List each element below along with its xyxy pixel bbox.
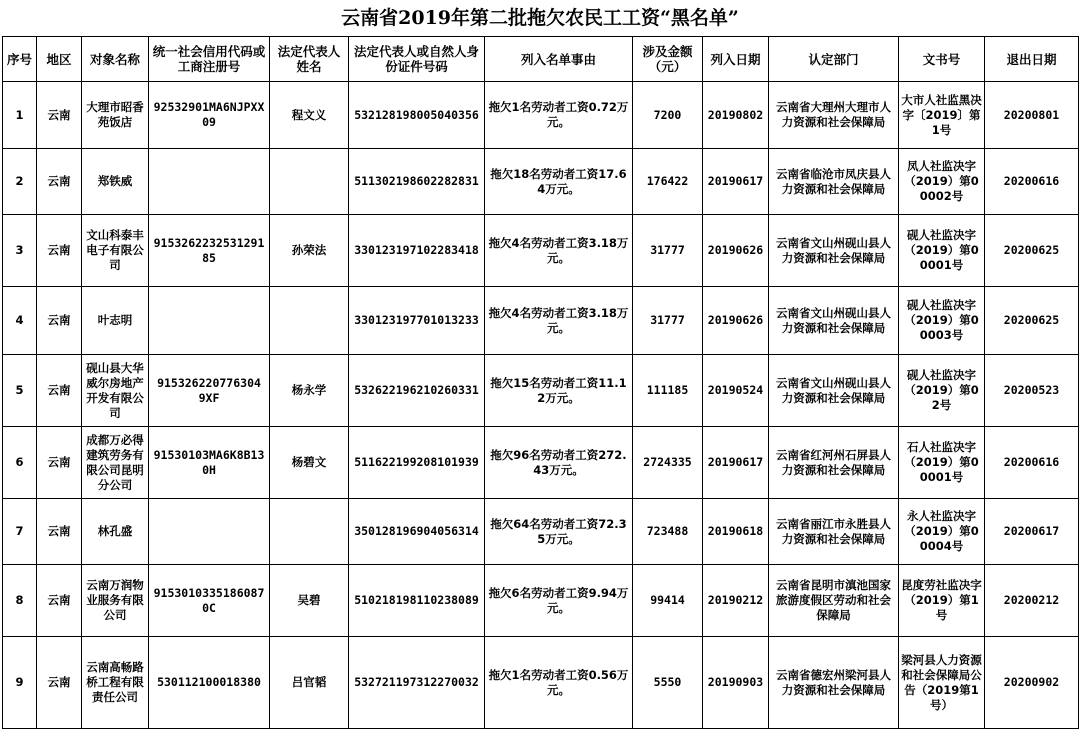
col-header-exit-date: 退出日期 (985, 37, 1079, 82)
header-row (3, 37, 1079, 82)
cell-list-date: 20190617 (703, 149, 769, 215)
cell-department: 云南省红河州石屏县人力资源和社会保障局 (769, 427, 899, 499)
cell-department: 云南省丽江市永胜县人力资源和社会保障局 (769, 499, 899, 565)
cell-legal-rep (270, 499, 349, 565)
cell-list-date: 20190626 (703, 215, 769, 287)
cell-legal-rep: 杨碧文 (270, 427, 349, 499)
cell-amount: 7200 (633, 82, 703, 149)
cell-legal-rep: 程文义 (270, 82, 349, 149)
table-row (3, 499, 1079, 565)
cell-amount: 176422 (633, 149, 703, 215)
cell-reason: 拖欠15名劳动者工资11.12万元。 (485, 355, 633, 427)
cell-legal-rep: 杨永学 (270, 355, 349, 427)
cell-reason: 拖欠96名劳动者工资272.43万元。 (485, 427, 633, 499)
cell-list-date: 20190524 (703, 355, 769, 427)
col-header-reason: 列入名单事由 (485, 37, 633, 82)
cell-list-date: 20190618 (703, 499, 769, 565)
cell-department: 云南省文山州砚山县人力资源和社会保障局 (769, 215, 899, 287)
cell-amount: 723488 (633, 499, 703, 565)
cell-no: 4 (3, 287, 37, 355)
cell-id-no: 350128196904056314 (349, 499, 485, 565)
cell-region: 云南 (37, 215, 82, 287)
cell-credit-code: 915326220776304 9XF (149, 355, 270, 427)
cell-credit-code: 91530103MA6K8B130H (149, 427, 270, 499)
cell-region: 云南 (37, 287, 82, 355)
cell-doc-no: 石人社监决字（2019）第00001号 (899, 427, 985, 499)
cell-id-no: 532721197312270032 (349, 637, 485, 729)
cell-reason: 拖欠4名劳动者工资3.18万元。 (485, 287, 633, 355)
cell-reason: 拖欠1名劳动者工资0.72万元。 (485, 82, 633, 149)
cell-no: 1 (3, 82, 37, 149)
cell-exit-date: 20200625 (985, 215, 1079, 287)
cell-doc-no: 昆度劳社监决字（2019）第1号 (899, 565, 985, 637)
cell-credit-code (149, 149, 270, 215)
table-row (3, 215, 1079, 287)
col-header-id-no: 法定代表人或自然人身份证件号码 (349, 37, 485, 82)
cell-reason: 拖欠4名劳动者工资3.18万元。 (485, 215, 633, 287)
cell-legal-rep: 吴碧 (270, 565, 349, 637)
cell-reason: 拖欠18名劳动者工资17.64万元。 (485, 149, 633, 215)
cell-exit-date: 20200902 (985, 637, 1079, 729)
cell-name: 成都万必得建筑劳务有限公司昆明分公司 (82, 427, 149, 499)
cell-amount: 5550 (633, 637, 703, 729)
cell-name: 云南万润物业服务有限公司 (82, 565, 149, 637)
cell-amount: 2724335 (633, 427, 703, 499)
cell-name: 叶志明 (82, 287, 149, 355)
cell-region: 云南 (37, 149, 82, 215)
cell-amount: 99414 (633, 565, 703, 637)
table-row (3, 149, 1079, 215)
table-row (3, 565, 1079, 637)
cell-list-date: 20190802 (703, 82, 769, 149)
col-header-name: 对象名称 (82, 37, 149, 82)
cell-name: 大理市昭香苑饭店 (82, 82, 149, 149)
table-row (3, 427, 1079, 499)
cell-exit-date: 20200523 (985, 355, 1079, 427)
cell-exit-date: 20200212 (985, 565, 1079, 637)
cell-department: 云南省大理州大理市人力资源和社会保障局 (769, 82, 899, 149)
cell-region: 云南 (37, 355, 82, 427)
table-row (3, 637, 1079, 729)
col-header-amount: 涉及金额（元） (633, 37, 703, 82)
cell-id-no: 510218198110238089 (349, 565, 485, 637)
cell-name: 郑铁威 (82, 149, 149, 215)
cell-name: 砚山县大华威尔房地产开发有限公司 (82, 355, 149, 427)
cell-doc-no: 砚人社监决字（2019）第00003号 (899, 287, 985, 355)
cell-region: 云南 (37, 427, 82, 499)
cell-id-no: 330123197102283418 (349, 215, 485, 287)
col-header-region: 地区 (37, 37, 82, 82)
cell-credit-code (149, 287, 270, 355)
col-header-credit-code: 统一社会信用代码或工商注册号 (149, 37, 270, 82)
cell-id-no: 511302198602282831 (349, 149, 485, 215)
col-header-list-date: 列入日期 (703, 37, 769, 82)
cell-id-no: 532128198005040356 (349, 82, 485, 149)
cell-doc-no: 大市人社监黑决字〔2019〕第1号 (899, 82, 985, 149)
col-header-legal-rep: 法定代表人姓名 (270, 37, 349, 82)
cell-exit-date: 20200616 (985, 149, 1079, 215)
cell-credit-code: 915326223253129185 (149, 215, 270, 287)
col-header-doc-no: 文书号 (899, 37, 985, 82)
cell-reason: 拖欠6名劳动者工资9.94万元。 (485, 565, 633, 637)
cell-no: 8 (3, 565, 37, 637)
cell-id-no: 532622196210260331 (349, 355, 485, 427)
cell-legal-rep: 吕官韬 (270, 637, 349, 729)
cell-amount: 31777 (633, 287, 703, 355)
cell-name: 林孔盛 (82, 499, 149, 565)
cell-credit-code: 530112100018380 (149, 637, 270, 729)
cell-reason: 拖欠64名劳动者工资72.35万元。 (485, 499, 633, 565)
table-row (3, 287, 1079, 355)
cell-department: 云南省文山州砚山县人力资源和社会保障局 (769, 355, 899, 427)
cell-credit-code (149, 499, 270, 565)
page-title: 云南省2019年第二批拖欠农民工工资“黑名单” (341, 7, 739, 29)
cell-list-date: 20190212 (703, 565, 769, 637)
table-row (3, 82, 1079, 149)
cell-legal-rep (270, 149, 349, 215)
cell-list-date: 20190617 (703, 427, 769, 499)
cell-list-date: 20190626 (703, 287, 769, 355)
cell-name: 云南高畅路桥工程有限责任公司 (82, 637, 149, 729)
cell-exit-date: 20200617 (985, 499, 1079, 565)
cell-no: 9 (3, 637, 37, 729)
cell-doc-no: 砚人社监决字（2019）第00001号 (899, 215, 985, 287)
cell-legal-rep: 孙荣法 (270, 215, 349, 287)
cell-exit-date: 20200616 (985, 427, 1079, 499)
cell-no: 7 (3, 499, 37, 565)
cell-amount: 31777 (633, 215, 703, 287)
cell-region: 云南 (37, 499, 82, 565)
col-header-department: 认定部门 (769, 37, 899, 82)
table-row (3, 355, 1079, 427)
cell-region: 云南 (37, 637, 82, 729)
cell-no: 5 (3, 355, 37, 427)
cell-doc-no: 永人社监决字（2019）第00004号 (899, 499, 985, 565)
cell-id-no: 330123197701013233 (349, 287, 485, 355)
cell-doc-no: 凤人社监决字（2019）第00002号 (899, 149, 985, 215)
cell-department: 云南省昆明市滇池国家旅游度假区劳动和社会保障局 (769, 565, 899, 637)
blacklist-table (2, 36, 1079, 729)
cell-doc-no: 梁河县人力资源和社会保障局公告（2019第1号） (899, 637, 985, 729)
cell-region: 云南 (37, 82, 82, 149)
cell-id-no: 511622199208101939 (349, 427, 485, 499)
cell-exit-date: 20200625 (985, 287, 1079, 355)
cell-reason: 拖欠1名劳动者工资0.56万元。 (485, 637, 633, 729)
cell-department: 云南省德宏州梁河县人力资源和社会保障局 (769, 637, 899, 729)
cell-no: 2 (3, 149, 37, 215)
cell-department: 云南省文山州砚山县人力资源和社会保障局 (769, 287, 899, 355)
cell-no: 3 (3, 215, 37, 287)
cell-credit-code: 91530103351860870C (149, 565, 270, 637)
cell-doc-no: 砚人社监决字（2019）第02号 (899, 355, 985, 427)
cell-no: 6 (3, 427, 37, 499)
cell-amount: 111185 (633, 355, 703, 427)
cell-list-date: 20190903 (703, 637, 769, 729)
cell-credit-code: 92532901MA6NJPXX09 (149, 82, 270, 149)
cell-region: 云南 (37, 565, 82, 637)
col-header-no: 序号 (3, 37, 37, 82)
cell-exit-date: 20200801 (985, 82, 1079, 149)
cell-department: 云南省临沧市凤庆县人力资源和社会保障局 (769, 149, 899, 215)
cell-name: 文山科泰丰电子有限公司 (82, 215, 149, 287)
cell-legal-rep (270, 287, 349, 355)
